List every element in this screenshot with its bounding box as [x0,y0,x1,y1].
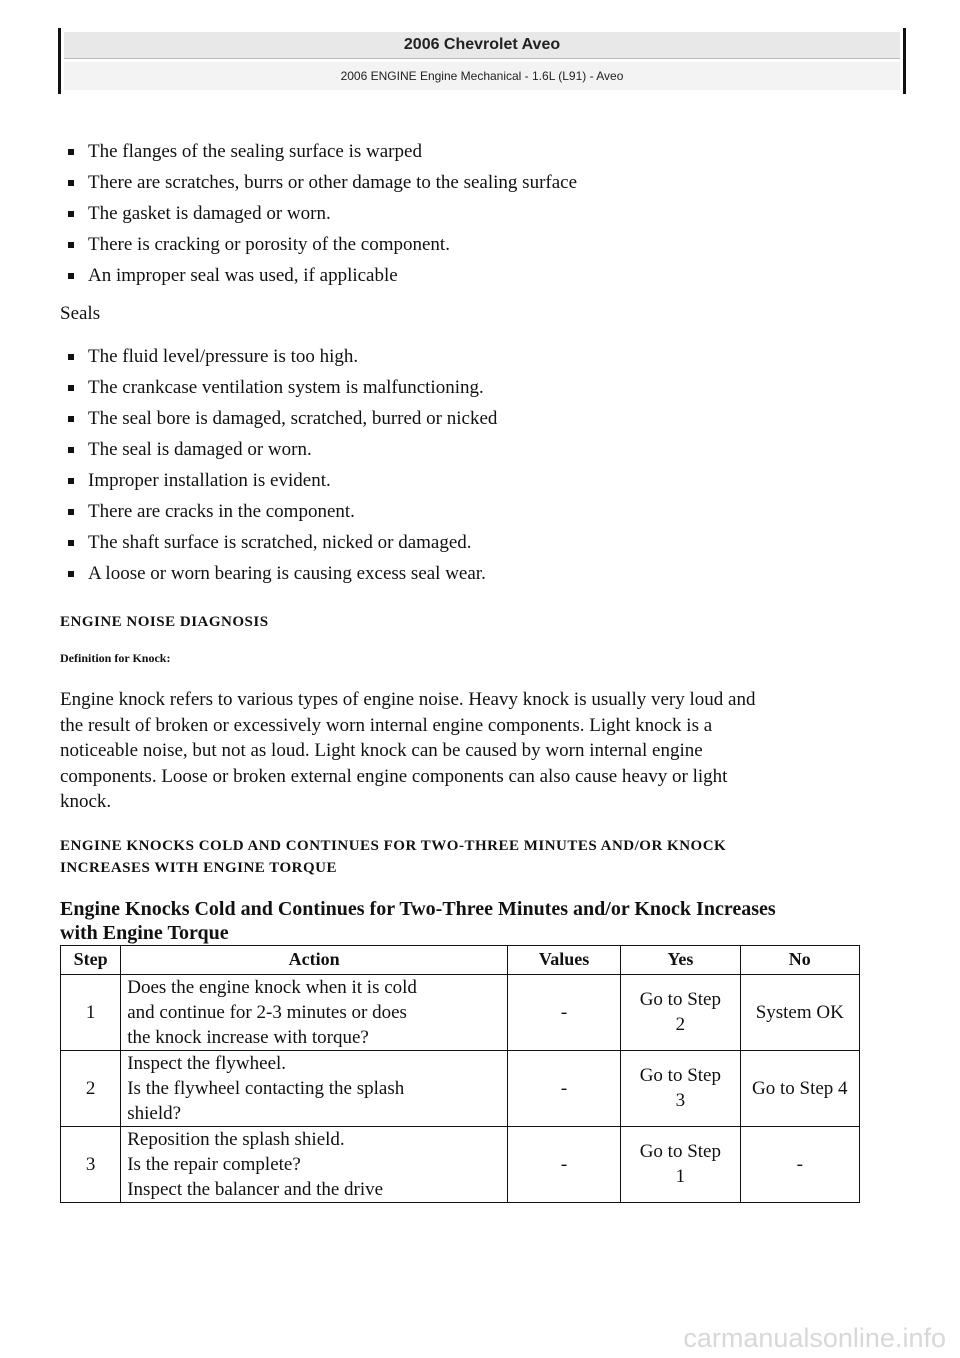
bullet-icon [68,180,74,186]
action-cell: Reposition the splash shield. Is the repair complete? Inspect the balancer and the drive [121,1126,508,1202]
bullet-icon [68,211,74,217]
no-cell: Go to Step 4 [740,1050,859,1126]
header-right-border [903,28,906,94]
list-item: Improper installation is evident. [88,465,890,496]
definition-paragraph: Engine knock refers to various types of engine noise. Heavy knock is usually very loud and the result of broken or excessively worn internal engine components. Light knock is a noticeable noise, but not as loud. Light knock can be caused by worn internal engine components. Loose or broken external engine components can also cause heavy or light knock. [60,689,756,812]
list-item: The flanges of the sealing surface is warped [88,136,890,167]
table-title: Engine Knocks Cold and Continues for Two-Three Minutes and/or Knock Increases with Engine Torque [60,897,776,944]
list-item: There are cracks in the component. [88,496,890,527]
section-heading: ENGINE NOISE DIAGNOSIS [60,614,269,630]
table-row [61,974,860,1050]
list-item: The gasket is damaged or worn. [88,198,890,229]
bullet-icon [68,571,74,577]
header-subtitle: 2006 ENGINE Engine Mechanical - 1.6L (L91) - Aveo [64,62,900,90]
yes-cell: Go to Step 1 [621,1126,740,1202]
bullet-icon [68,385,74,391]
step-cell: 3 [61,1126,121,1202]
bullet-icon [68,416,74,422]
bullet-icon [68,242,74,248]
bullet-icon [68,273,74,279]
bullet-icon [68,478,74,484]
column-header: Step [61,945,121,974]
list-item: An improper seal was used, if applicable [88,260,890,291]
bullet-icon [68,509,74,515]
yes-cell: Go to Step 3 [621,1050,740,1126]
action-cell: Inspect the flywheel. Is the flywheel contacting the splash shield? [121,1050,508,1126]
seal-bullet-list [60,341,890,589]
list-item: The seal is damaged or worn. [88,434,890,465]
list-item: A loose or worn bearing is causing excess seal wear. [88,558,890,589]
bullet-icon [68,447,74,453]
seals-heading: Seals [60,303,101,324]
page-content [60,136,890,1203]
table-header-row [61,945,860,974]
list-item: There are scratches, burrs or other damage to the sealing surface [88,167,890,198]
column-header: Action [121,945,508,974]
action-cell: Does the engine knock when it is cold and continue for 2-3 minutes or does the knock increase with torque? [121,974,508,1050]
table-row [61,1050,860,1126]
header-title: 2006 Chevrolet Aveo [64,32,900,59]
column-header: Yes [621,945,740,974]
diagnosis-table [60,945,860,1203]
bullet-icon [68,540,74,546]
list-item: The crankcase ventilation system is malfunctioning. [88,372,890,403]
no-cell: - [740,1126,859,1202]
document-header [58,28,906,94]
no-cell: System OK [740,974,859,1050]
values-cell: - [508,974,621,1050]
values-cell: - [508,1050,621,1126]
bullet-icon [68,149,74,155]
column-header: No [740,945,859,974]
list-item: The fluid level/pressure is too high. [88,341,890,372]
table-row [61,1126,860,1202]
list-item: There is cracking or porosity of the component. [88,229,890,260]
definition-heading: Definition for Knock: [60,651,171,665]
gasket-bullet-list [60,136,890,291]
header-left-border [58,28,61,94]
bullet-icon [68,354,74,360]
yes-cell: Go to Step 2 [621,974,740,1050]
caps-heading: ENGINE KNOCKS COLD AND CONTINUES FOR TWO-THREE MINUTES AND/OR KNOCK INCREASES WITH ENGINE TORQUE [60,837,727,876]
values-cell: - [508,1126,621,1202]
list-item: The seal bore is damaged, scratched, burred or nicked [88,403,890,434]
column-header: Values [508,945,621,974]
watermark: carmanualsonline.info [683,1323,946,1353]
step-cell: 2 [61,1050,121,1126]
step-cell: 1 [61,974,121,1050]
list-item: The shaft surface is scratched, nicked or damaged. [88,527,890,558]
